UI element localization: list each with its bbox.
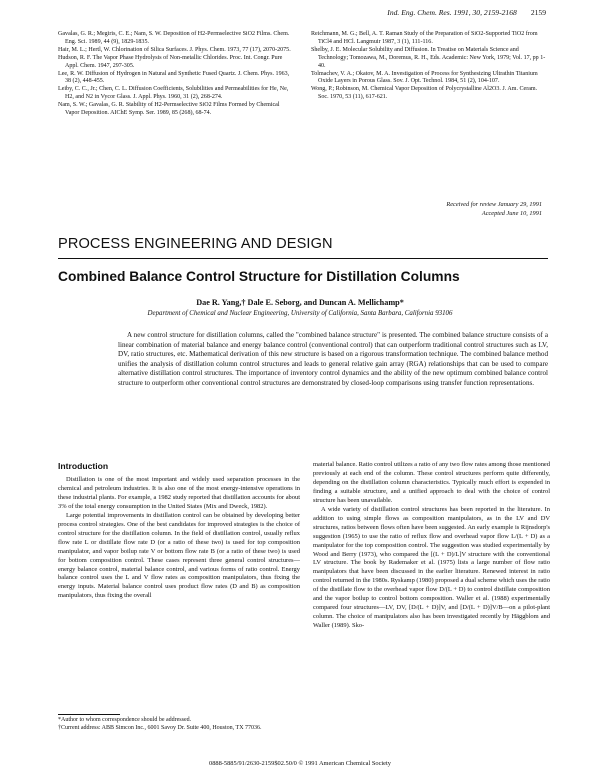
reference-entry: Tolmachev, V. A.; Okatov, M. A. Investigation of Process for Synthesizing Ultrathin Titanium Oxide Layers in Porous Glass. Sov. J. Opt. Technol. 1984, 51 (2), 104-107.	[311, 70, 538, 85]
accepted-line: Accepted June 10, 1991	[481, 209, 542, 217]
footnote-address: †Current address: ABB Simcon Inc., 6001 Savoy Dr. Suite 400, Houston, TX 77036.	[58, 724, 262, 731]
reference-entry: Reichmann, M. G.; Bell, A. T. Raman Study of the Preparation of SiO2-Supported TiO2 from TiCl4 and HCl. Langmuir 1987, 3 (1), 111-116.	[311, 31, 538, 45]
body-paragraph: Distillation is one of the most important and widely used separation processes in the chemical and petroleum industries. It is also one of the most energy-intensive operations in these industrial plants. For example, a 1982 study reported that distillation accounts for about 3% of the total energy consumption in the United States (Mix and Dweck, 1982).	[58, 476, 300, 510]
copyright-line: 0888-5885/91/2630-2159$02.50/0 © 1991 American Chemical Society	[209, 760, 391, 767]
reference-list	[58, 31, 548, 118]
reference-entry: Wong, P.; Robinson, M. Chemical Vapor Deposition of Polycrystalline Al2O3. J. Am. Ceram. Soc. 1970, 53 (11), 617-621.	[311, 86, 538, 101]
reference-entry: Shelby, J. E. Molecular Solubility and Diffusion. In Treatise on Materials Science and Technology; Tomozawa, M., Doremus, R. H., Eds. Academic: New York, 1979; Vol. 17, pp 1-40.	[311, 46, 546, 69]
footnote-corresponding: *Author to whom correspondence should be addressed.	[58, 717, 192, 723]
body-paragraph: Large potential improvements in distillation control can be obtained by developing better process control strategies. One of the best candidates for improved strategies is the choice of control structure for the distillation column. In the field of distillation control, usually reflux flow rate L or distillate flow rate D (or a ratio of these two) is used for top composition manipulator, and vapor boilup rate V or bottom flow rate B (or a ratio of these two) is used for bottom composition control. These cases represent three general control structures—energy balance control, material balance control, and various forms of ratio control. Energy balance control uses the L and V flow rates as composition manipulators, thus fixing the energy inputs. Material balance control uses product flow rates (D and B) as composition manipulators, thus fixing the overall	[58, 511, 300, 600]
body-column-right	[313, 461, 550, 631]
article-authors: Dae R. Yang,† Dale E. Seborg, and Duncan A. Mellichamp*	[196, 298, 404, 307]
reference-column-left	[58, 31, 295, 118]
reference-entry: Hudson, R. F. The Vapor Phase Hydrolysis of Non-metallic Chlorides. Proc. Int. Congr. Pure Appl. Chem. 1947, 297-305.	[58, 54, 283, 69]
section-heading: PROCESS ENGINEERING AND DESIGN	[58, 236, 333, 252]
article-affiliation: Department of Chemical and Nuclear Engineering, University of California, Santa Barbara, California 93106	[147, 310, 453, 317]
body-paragraph: A wide variety of distillation control structures has been reported in the literature. In addition to using simple flows as composition manipulators, as in the LV and DV structures, ratios between flows often have been suggested. An early example is Rijnsdorp's suggestion (1965) to use the ratio of reflux flow and overhead vapor flow L/(L + D) as a manipulator for the top composition control. The suggestion was studied experimentally by Wood and Berry (1973), who compared the [(L + D)/L]V structure with the conventional LV structure. The book by Rademaker et al. (1975) lists a large number of flow ratio manipulators that have been discussed in the earlier literature. Renewed interest in ratio control returned in the 1980s. Ryskamp (1980) proposed a dual scheme which uses the ratio of the distillate flow to the overhead vapor flow D/(L + D) to control distillate composition and the vapor boilup to control bottom composition. Waller et al. (1988) experimentally compared four structures—LV, DV, [D/(L + D)]V, and [D/(L + D)]V/B—on a pilot-plant column. The choice of manipulators also has been investigated recently by Häggblom and Waller (1989). Sko-	[313, 505, 550, 630]
article-abstract: A new control structure for distillation columns, called the "combined balance structure" is presented. The combined balance structure consists of a linear combination of material balance and energy balance control (conventional control) that can outperform traditional control structures such as LV, DV, ratio structures, etc. Mathematical derivation of this new structure is based on a rigorous transformation technique. The combined balance method unifies the analysis of distillation column control structures and leads to general relative gain array (RGA) relationships that can be used to compare alternative distillation control structures. The importance of inventory control dynamics and the ability of the new optimum combined balance control structure to outperform other conventional control structures are demonstrated by closed-loop comparisons using transfer function representations.	[118, 331, 548, 387]
reference-entry: Nam, S. W.; Gavalas, G. R. Stability of H2-Permselective SiO2 Films Formed by Chemical Vapor Deposition. AIChE Symp. Ser. 1989, 85 (268), 68-74.	[58, 102, 280, 117]
reference-entry: Leiby, C. C., Jr.; Chen, C. L. Diffusion Coefficients, Solubilities and Permeabilities for He, Ne, H2, and N2 in Vycor Glass. J. Appl. Phys. 1960, 31 (2), 268-274.	[58, 86, 289, 101]
journal-citation: Ind. Eng. Chem. Res. 1991, 30, 2159-2168	[387, 8, 517, 17]
introduction-heading: Introduction	[58, 461, 109, 471]
running-header	[387, 8, 546, 17]
reference-entry: Gavalas, G. R.; Megiris, C. E.; Nam, S. W. Deposition of H2-Permselective SiO2 Films. Chem. Eng. Sci. 1989, 44 (9), 1829-1835.	[58, 31, 290, 45]
section-divider	[58, 258, 548, 259]
footnotes	[58, 717, 300, 733]
received-dates	[446, 201, 542, 218]
page-number: 2159	[530, 8, 546, 17]
body-column-left	[58, 461, 300, 601]
article-title: Combined Balance Control Structure for Distillation Columns	[58, 269, 460, 284]
received-line: Received for review January 29, 1991	[446, 201, 542, 208]
reference-column-right	[311, 31, 548, 118]
body-paragraph: material balance. Ratio control utilizes a ratio of any two flow rates among those mentioned previously at each end of the column. These control structures perform quite differently, depending on the distillation column characteristics. Typically much effort is expended in finding a suitable structure, and a unified approach to deal with the choice of control structure has been unavailable.	[313, 461, 550, 504]
reference-entry: Lee, R. W. Diffusion of Hydrogen in Natural and Synthetic Fused Quartz. J. Chem. Phys. 1963, 38 (2), 448-455.	[58, 70, 290, 85]
footnote-divider	[58, 714, 120, 715]
reference-entry: Hair, M. L.; Hertl, W. Chlorination of Silica Surfaces. J. Phys. Chem. 1973, 77 (17), 2070-2075.	[58, 46, 291, 53]
